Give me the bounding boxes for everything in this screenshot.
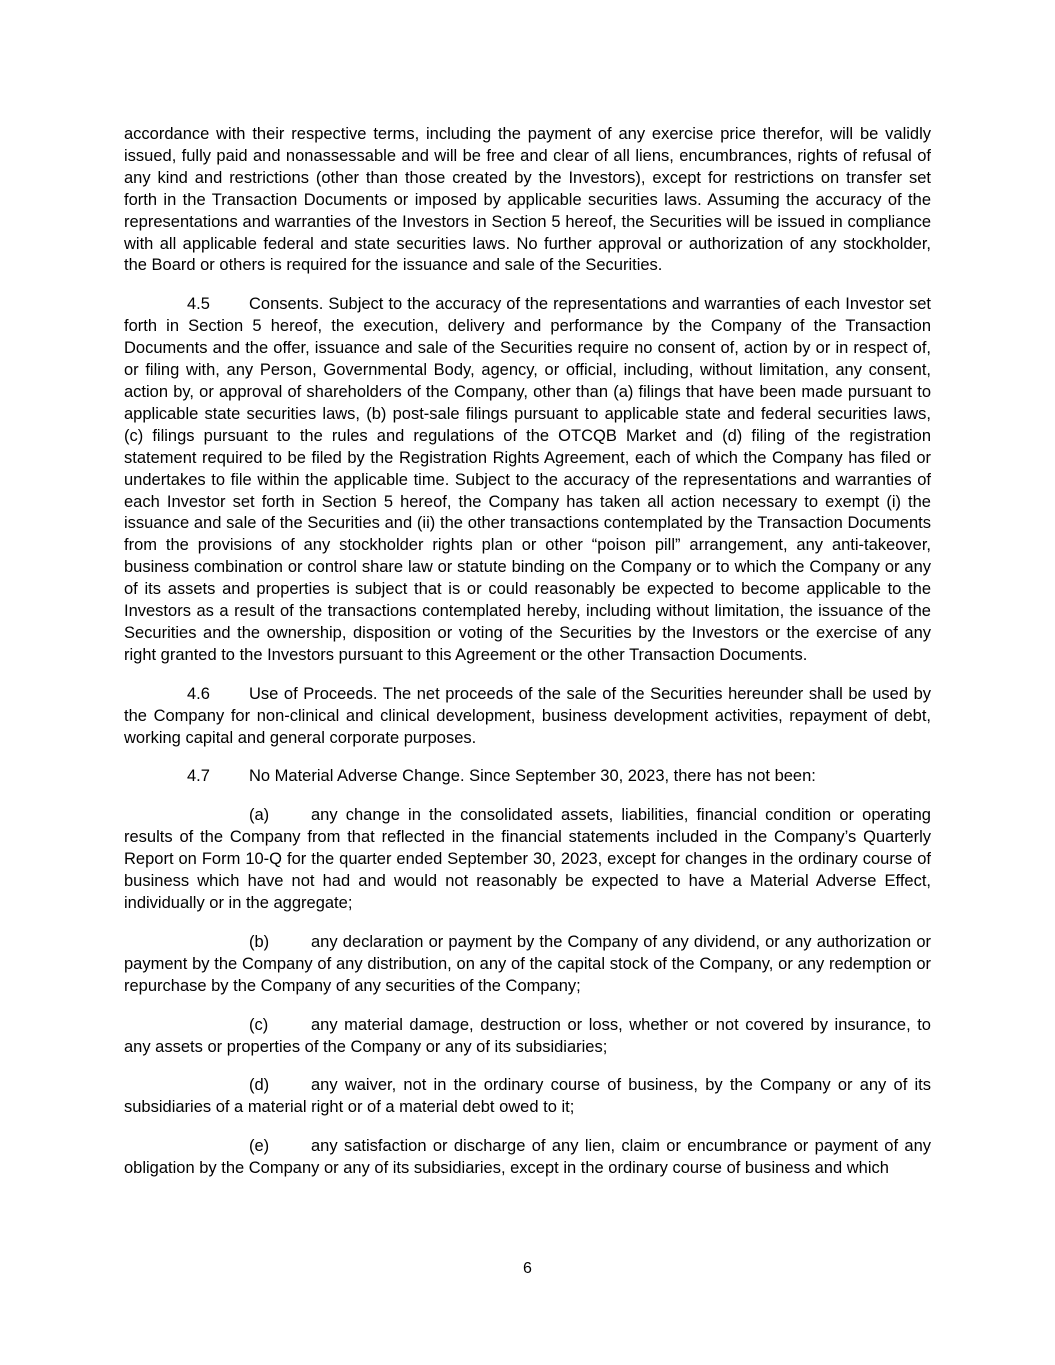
section-4-5 (124, 294, 931, 666)
subsection-text: any waiver, not in the ordinary course of business, by the Company or any of its subsidiaries of a material right or of a material debt owed to it; (124, 1076, 931, 1117)
subsection-label: (b) (249, 932, 270, 951)
subsection-text: any change in the consolidated assets, liabilities, financial condition or operating results of the Company from that reflected in the financial statements included in the Company’s Quarterly Report on Form 10-Q for the quarter ended September 30, 2023, except for changes in the ordinary course of business which have not had and would not reasonably be expected to have a Material Adverse Effect, individually or in the aggregate; (124, 806, 931, 912)
page-number: 6 (523, 1260, 532, 1277)
subsection-label: (c) (249, 1015, 269, 1034)
subsection-text: any satisfaction or discharge of any lien, claim or encumbrance or payment of any obligation by the Company or any of its subsidiaries, except in the ordinary course of business and which (124, 1137, 931, 1178)
document-body (124, 124, 931, 1197)
subsection-c (124, 1015, 931, 1059)
subsection-text: any material damage, destruction or loss, whether or not covered by insurance, to any assets or properties of the Company or any of its subsidiaries; (124, 1015, 931, 1056)
section-4-7 (124, 766, 931, 788)
subsection-text: any declaration or payment by the Company of any dividend, or any authorization or payment by the Company of any distribution, on any of the capital stock of the Company, or any redemption or repurchase by the Company of any securities of the Company; (124, 932, 931, 995)
section-number: 4.7 (187, 767, 210, 786)
section-4-6 (124, 684, 931, 750)
section-heading: No Material Adverse Change. (249, 767, 465, 786)
subsection-label: (d) (249, 1076, 270, 1095)
subsection-d (124, 1075, 931, 1119)
subsection-label: (a) (249, 806, 270, 825)
section-heading: Use of Proceeds. (249, 684, 378, 703)
subsection-a (124, 805, 931, 915)
continuation-paragraph: accordance with their respective terms, including the payment of any exercise price therefor, will be validly issued, fully paid and nonassessable and will be free and clear of all liens, encumbrances, rights of refusal of any kind and restrictions (other than those created by the Investors), except for restrictions on transfer set forth in the Transaction Documents or imposed by applicable securities laws. Assuming the accuracy of the representations and warranties of the Investors in Section 5 hereof, the Securities will be issued in compliance with all applicable federal and state securities laws. No further approval or authorization of any stockholder, the Board or others is required for the issuance and sale of the Securities. (124, 125, 931, 275)
section-text: Subject to the accuracy of the representations and warranties of each Investor set forth in Section 5 hereof, the execution, delivery and performance by the Company of the Transaction Documents and the offer, issuance and sale of the Securities require no consent of, action by or in respect of, or filing with, any Person, Governmental Body, agency, or official, including, without limitation, any consent, action by, or approval of shareholders of the Company, other than (a) filings that have been made pursuant to applicable state securities laws, (b) post-sale filings pursuant to applicable state and federal securities laws, (c) filings pursuant to the rules and regulations of the OTCQB Market and (d) filing of the registration statement required to be filed by the Registration Rights Agreement, each of which the Company has filed or undertakes to file within the applicable time. Subject to the accuracy of the representations and warranties of each Investor set forth in Section 5 hereof, the Company has taken all action necessary to exempt (i) the issuance and sale of the Securities and (ii) the other transactions contemplated by the Transaction Documents from the provisions of any stockholder rights plan or other “poison pill” arrangement, any anti-takeover, business combination or control share law or statute binding on the Company or to which the Company or any of its assets and properties is subject that is or could reasonably be expected to become applicable to the Investors as a result of the transactions contemplated hereby, including without limitation, the issuance of the Securities and the ownership, disposition or voting of the Securities by the Investors or the exercise of any right granted to the Investors pursuant to this Agreement or the other Transaction Documents. (124, 295, 931, 664)
subsection-label: (e) (249, 1137, 270, 1156)
section-heading: Consents. (249, 295, 324, 314)
section-number: 4.5 (187, 295, 210, 314)
section-number: 4.6 (187, 684, 210, 703)
subsection-e (124, 1136, 931, 1180)
section-text: The net proceeds of the sale of the Securities hereunder shall be used by the Company for non-clinical and clinical development, business development activities, repayment of debt, working capital and general corporate purposes. (124, 684, 932, 747)
section-text: Since September 30, 2023, there has not been: (469, 767, 816, 786)
subsection-b (124, 932, 931, 998)
